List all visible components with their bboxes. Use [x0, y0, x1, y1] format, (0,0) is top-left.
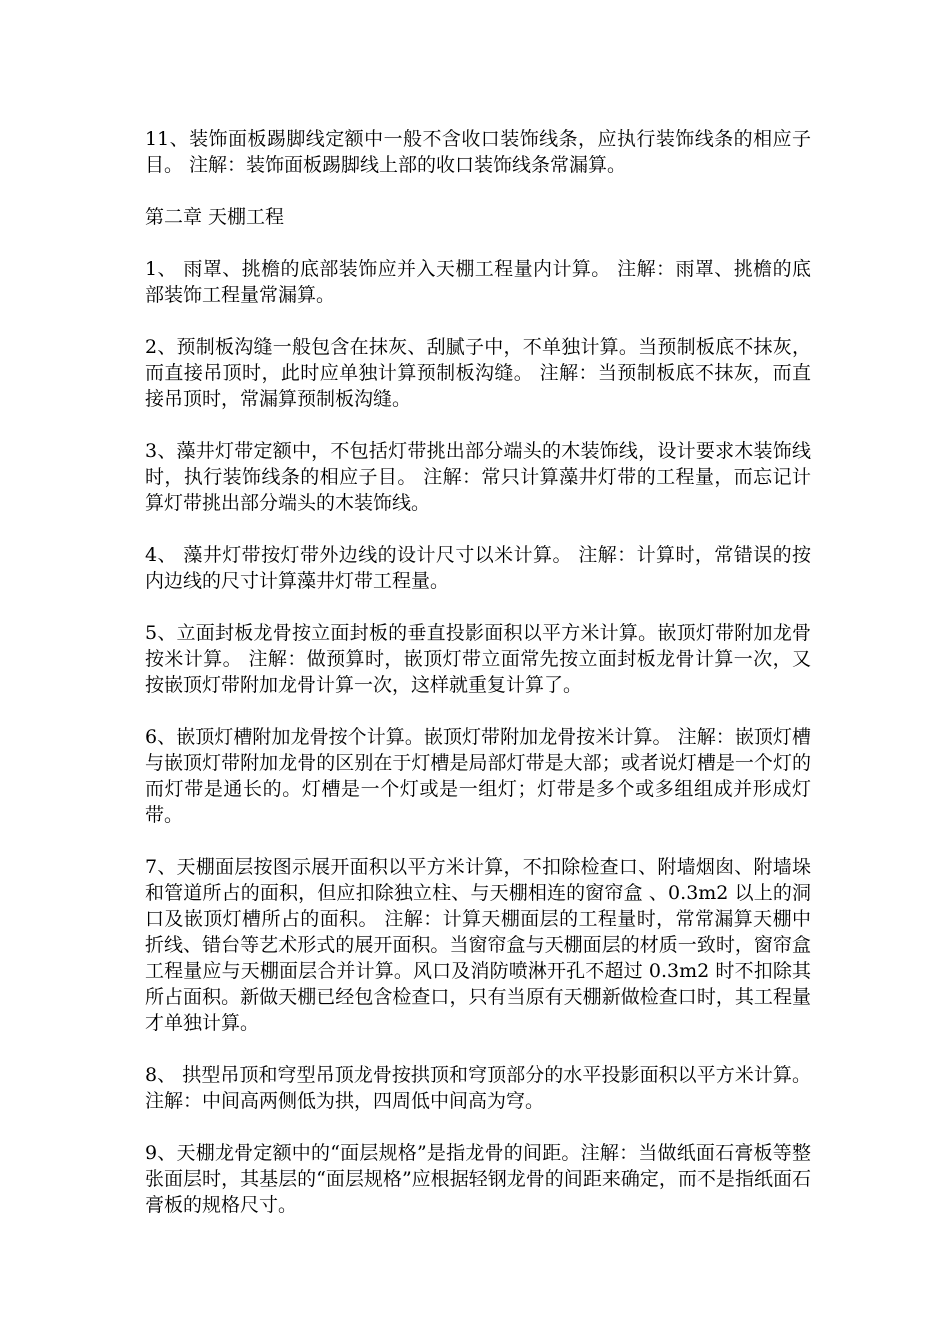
paragraph-6: 6、嵌顶灯槽附加龙骨按个计算。嵌顶灯带附加龙骨按米计算。 注解：嵌顶灯槽与嵌顶灯带附加龙骨的区别在于灯槽是局部灯带是大部；或者说灯槽是一个灯的而灯带是通长的。灯槽是一个灯或是一组灯；灯带是多个或多组组成并形成灯带。	[145, 726, 811, 826]
paragraph-7: 7、天棚面层按图示展开面积以平方米计算，不扣除检查口、附墙烟囱、附墙垛和管道所占的面积，但应扣除独立柱、与天棚相连的窗帘盒 、0.3m2 以上的洞口及嵌顶灯槽所占的面积。 注解：计算天棚面层的工程量时，常常漏算天棚中折线、错台等艺术形式的展开面积。当窗帘盒与天棚面层的材质一致时，窗帘盒工程量应与天棚面层合并计算。风口及消防喷淋开孔不超过 0.3m2 时不扣除其所占面积。新做天棚已经包含检查口，只有当原有天棚新做检查口时，其工程量才单独计算。	[145, 856, 811, 1034]
intro-paragraph: 11、装饰面板踢脚线定额中一般不含收口装饰线条，应执行装饰线条的相应子目。 注解：装饰面板踢脚线上部的收口装饰线条常漏算。	[145, 128, 811, 176]
chapter-title: 第二章 天棚工程	[145, 206, 285, 228]
paragraph-2: 2、预制板沟缝一般包含在抹灰、刮腻子中，不单独计算。当预制板底不抹灰，而直接吊顶时，此时应单独计算预制板沟缝。 注解：当预制板底不抹灰，而直接吊顶时，常漏算预制板沟缝。	[145, 336, 811, 410]
paragraph-8: 8、 拱型吊顶和穹型吊顶龙骨按拱顶和穹顶部分的水平投影面积以平方米计算。 注解：中间高两侧低为拱，四周低中间高为穹。	[145, 1064, 811, 1112]
paragraph-3: 3、藻井灯带定额中，不包括灯带挑出部分端头的木装饰线，设计要求木装饰线时，执行装饰线条的相应子目。 注解：常只计算藻井灯带的工程量，而忘记计算灯带挑出部分端头的木装饰线。	[145, 440, 811, 514]
paragraph-1: 1、 雨罩、挑檐的底部装饰应并入天棚工程量内计算。 注解：雨罩、挑檐的底部装饰工程量常漏算。	[145, 258, 811, 306]
paragraph-4: 4、 藻井灯带按灯带外边线的设计尺寸以米计算。 注解：计算时，常错误的按内边线的尺寸计算藻井灯带工程量。	[145, 544, 811, 592]
paragraph-5: 5、立面封板龙骨按立面封板的垂直投影面积以平方米计算。嵌顶灯带附加龙骨按米计算。 注解：做预算时，嵌顶灯带立面常先按立面封板龙骨计算一次，又按嵌顶灯带附加龙骨计算一次，这样就重复计算了。	[145, 622, 811, 696]
document-body	[145, 126, 811, 1244]
paragraph-9: 9、天棚龙骨定额中的“面层规格”是指龙骨的间距。注解：当做纸面石膏板等整张面层时，其基层的“面层规格”应根据轻钢龙骨的间距来确定，而不是指纸面石膏板的规格尺寸。	[145, 1142, 811, 1216]
